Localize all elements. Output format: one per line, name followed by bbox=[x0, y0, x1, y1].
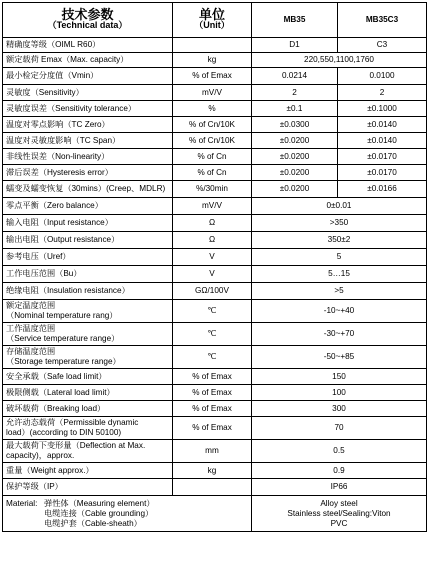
table-row bbox=[3, 323, 427, 346]
unit-cell: % bbox=[173, 101, 252, 117]
table-row bbox=[3, 181, 427, 198]
unit-cell: ℃ bbox=[173, 323, 252, 346]
value-cell-merged: 5…15 bbox=[252, 266, 427, 283]
table-row bbox=[3, 249, 427, 266]
unit-cell: ℃ bbox=[173, 300, 252, 323]
parameter-line: 工作温度范围 bbox=[6, 324, 56, 333]
material-part: 电缆连接（Cable grounding） bbox=[44, 508, 154, 518]
unit-cell: % of Emax bbox=[173, 385, 252, 401]
header-unit-title: 单位 bbox=[198, 7, 225, 22]
table-row bbox=[3, 215, 427, 232]
parameter-cell bbox=[3, 417, 173, 440]
material-value: PVC bbox=[330, 518, 348, 528]
table-row bbox=[3, 101, 427, 117]
parameter-cell: 破坏载荷（Breaking load） bbox=[3, 401, 173, 417]
material-value: Stainless steel/Sealing:Viton bbox=[287, 508, 391, 518]
parameter-cell: 额定载荷 Emax（Max. capacity） bbox=[3, 53, 173, 68]
unit-cell: % of Emax bbox=[173, 417, 252, 440]
table-row bbox=[3, 117, 427, 133]
table-row bbox=[3, 401, 427, 417]
parameter-line: 允许动态载荷（Permissible dynamic bbox=[6, 418, 139, 427]
header-parameter-subtitle: （Technical data） bbox=[47, 20, 128, 30]
parameter-cell: 蠕变及蠕变恢复（30mins）(Creep、MDLR) bbox=[3, 181, 173, 198]
table-row bbox=[3, 283, 427, 300]
table-row bbox=[3, 463, 427, 479]
material-row bbox=[3, 496, 427, 532]
value-cell-mb35c3: C3 bbox=[338, 38, 427, 53]
unit-cell: V bbox=[173, 249, 252, 266]
unit-cell: % of Cn bbox=[173, 165, 252, 181]
value-cell-mb35c3: ±0.0140 bbox=[338, 117, 427, 133]
value-cell-mb35c3: ±0.1000 bbox=[338, 101, 427, 117]
value-cell-merged: 0±0.01 bbox=[252, 198, 427, 215]
value-cell-merged: 5 bbox=[252, 249, 427, 266]
value-cell-mb35: ±0.0200 bbox=[252, 133, 338, 149]
unit-cell: % of Emax bbox=[173, 369, 252, 385]
parameter-cell: 重量（Weight approx.） bbox=[3, 463, 173, 479]
parameter-line: load）(according to DIN 50100) bbox=[6, 428, 122, 437]
parameter-cell: 温度对零点影响（TC Zero） bbox=[3, 117, 173, 133]
parameter-cell: 工作电压范围（Bu） bbox=[3, 266, 173, 283]
value-cell-merged: >350 bbox=[252, 215, 427, 232]
header-parameter-title: 技术参数 bbox=[61, 7, 114, 22]
value-cell-mb35c3: 2 bbox=[338, 85, 427, 101]
header-model-mb35: MB35 bbox=[252, 3, 338, 38]
parameter-cell: 非线性误差（Non-linearity） bbox=[3, 149, 173, 165]
value-cell-mb35c3: ±0.0170 bbox=[338, 149, 427, 165]
parameter-line: （Nominal temperature rang） bbox=[6, 311, 118, 320]
header-parameter bbox=[3, 3, 173, 38]
technical-data-table bbox=[2, 2, 427, 532]
table-row bbox=[3, 346, 427, 369]
table-row bbox=[3, 133, 427, 149]
value-cell-merged: 150 bbox=[252, 369, 427, 385]
parameter-cell: 最小检定分度值（Vmin） bbox=[3, 68, 173, 85]
parameter-line: （Storage temperature range） bbox=[6, 357, 121, 366]
unit-cell: % of Cn/10K bbox=[173, 133, 252, 149]
unit-cell: V bbox=[173, 266, 252, 283]
value-cell-mb35c3: 0.0100 bbox=[338, 68, 427, 85]
value-cell-merged: 220,550,1100,1760 bbox=[252, 53, 427, 68]
unit-cell: mm bbox=[173, 440, 252, 463]
value-cell-merged: 0.9 bbox=[252, 463, 427, 479]
parameter-cell bbox=[3, 440, 173, 463]
table-row bbox=[3, 198, 427, 215]
unit-cell: % of Emax bbox=[173, 68, 252, 85]
parameter-cell: 绝缘电阻（Insulation resistance） bbox=[3, 283, 173, 300]
value-cell-mb35: D1 bbox=[252, 38, 338, 53]
material-values bbox=[252, 496, 427, 532]
parameter-cell: 安全承载（Safe load limit） bbox=[3, 369, 173, 385]
parameter-cell: 输出电阻（Output resistance） bbox=[3, 232, 173, 249]
parameter-cell: 滞后误差（Hysteresis error） bbox=[3, 165, 173, 181]
table-row bbox=[3, 417, 427, 440]
value-cell-merged: -50~+85 bbox=[252, 346, 427, 369]
material-part: 电缆护套（Cable-sheath） bbox=[44, 518, 142, 528]
unit-cell: kg bbox=[173, 463, 252, 479]
unit-cell: % of Cn bbox=[173, 149, 252, 165]
value-cell-merged: -30~+70 bbox=[252, 323, 427, 346]
value-cell-mb35: ±0.0200 bbox=[252, 181, 338, 198]
parameter-line: 最大载荷下变形量（Deflection at Max. bbox=[6, 441, 146, 450]
value-cell-mb35c3: ±0.0166 bbox=[338, 181, 427, 198]
table-row bbox=[3, 440, 427, 463]
unit-cell: %/30min bbox=[173, 181, 252, 198]
table-row bbox=[3, 369, 427, 385]
material-value: Alloy steel bbox=[320, 498, 358, 508]
parameter-cell: 精确度等级（OIML R60） bbox=[3, 38, 173, 53]
table-row bbox=[3, 149, 427, 165]
unit-cell: Ω bbox=[173, 232, 252, 249]
value-cell-merged: >5 bbox=[252, 283, 427, 300]
unit-cell: kg bbox=[173, 53, 252, 68]
parameter-line: （Service temperature range） bbox=[6, 334, 120, 343]
material-parts bbox=[44, 499, 155, 529]
unit-cell: GΩ/100V bbox=[173, 283, 252, 300]
value-cell-mb35: ±0.0200 bbox=[252, 149, 338, 165]
parameter-cell: 零点平衡（Zero balance） bbox=[3, 198, 173, 215]
value-cell-merged: 0.5 bbox=[252, 440, 427, 463]
parameter-cell bbox=[3, 300, 173, 323]
parameter-line: 存储温度范围 bbox=[6, 347, 56, 356]
value-cell-mb35c3: ±0.0140 bbox=[338, 133, 427, 149]
table-row bbox=[3, 232, 427, 249]
parameter-line: 额定温度范围 bbox=[6, 301, 56, 310]
unit-cell: mV/V bbox=[173, 198, 252, 215]
table-row bbox=[3, 38, 427, 53]
unit-cell: ℃ bbox=[173, 346, 252, 369]
header-unit bbox=[173, 3, 252, 38]
value-cell-mb35c3: ±0.0170 bbox=[338, 165, 427, 181]
unit-cell bbox=[173, 479, 252, 496]
value-cell-mb35: 0.0214 bbox=[252, 68, 338, 85]
parameter-cell: 极限侧载（Lateral load limit） bbox=[3, 385, 173, 401]
unit-cell: Ω bbox=[173, 215, 252, 232]
parameter-cell: 温度对灵敏度影响（TC Span） bbox=[3, 133, 173, 149]
table-row bbox=[3, 85, 427, 101]
parameter-cell: 灵敏度（Sensitivity） bbox=[3, 85, 173, 101]
header-model-mb35c3: MB35C3 bbox=[338, 3, 427, 38]
table-row bbox=[3, 165, 427, 181]
parameter-cell: 保护等级（IP） bbox=[3, 479, 173, 496]
material-part: 弹性体（Measuring element） bbox=[44, 498, 155, 508]
unit-cell bbox=[173, 38, 252, 53]
value-cell-mb35: 2 bbox=[252, 85, 338, 101]
value-cell-mb35: ±0.0200 bbox=[252, 165, 338, 181]
parameter-cell: 输入电阻（Input resistance） bbox=[3, 215, 173, 232]
table-row bbox=[3, 479, 427, 496]
material-label: Material: bbox=[6, 498, 38, 508]
table-row bbox=[3, 300, 427, 323]
header-unit-subtitle: （Unit） bbox=[194, 20, 230, 30]
table-row bbox=[3, 385, 427, 401]
value-cell-mb35: ±0.0300 bbox=[252, 117, 338, 133]
table-row bbox=[3, 53, 427, 68]
table-header-row bbox=[3, 3, 427, 38]
value-cell-merged: 100 bbox=[252, 385, 427, 401]
unit-cell: mV/V bbox=[173, 85, 252, 101]
value-cell-merged: -10~+40 bbox=[252, 300, 427, 323]
material-cell bbox=[3, 496, 252, 532]
parameter-cell: 参考电压（Uref） bbox=[3, 249, 173, 266]
parameter-line: capacity)，approx. bbox=[6, 451, 75, 460]
value-cell-merged: 300 bbox=[252, 401, 427, 417]
table-row bbox=[3, 266, 427, 283]
parameter-cell bbox=[3, 346, 173, 369]
value-cell-merged: 350±2 bbox=[252, 232, 427, 249]
value-cell-mb35: ±0.1 bbox=[252, 101, 338, 117]
parameter-cell bbox=[3, 323, 173, 346]
unit-cell: % of Emax bbox=[173, 401, 252, 417]
value-cell-merged: 70 bbox=[252, 417, 427, 440]
table-row bbox=[3, 68, 427, 85]
value-cell-merged: IP66 bbox=[252, 479, 427, 496]
parameter-cell: 灵敏度误差（Sensitivity tolerance） bbox=[3, 101, 173, 117]
unit-cell: % of Cn/10K bbox=[173, 117, 252, 133]
